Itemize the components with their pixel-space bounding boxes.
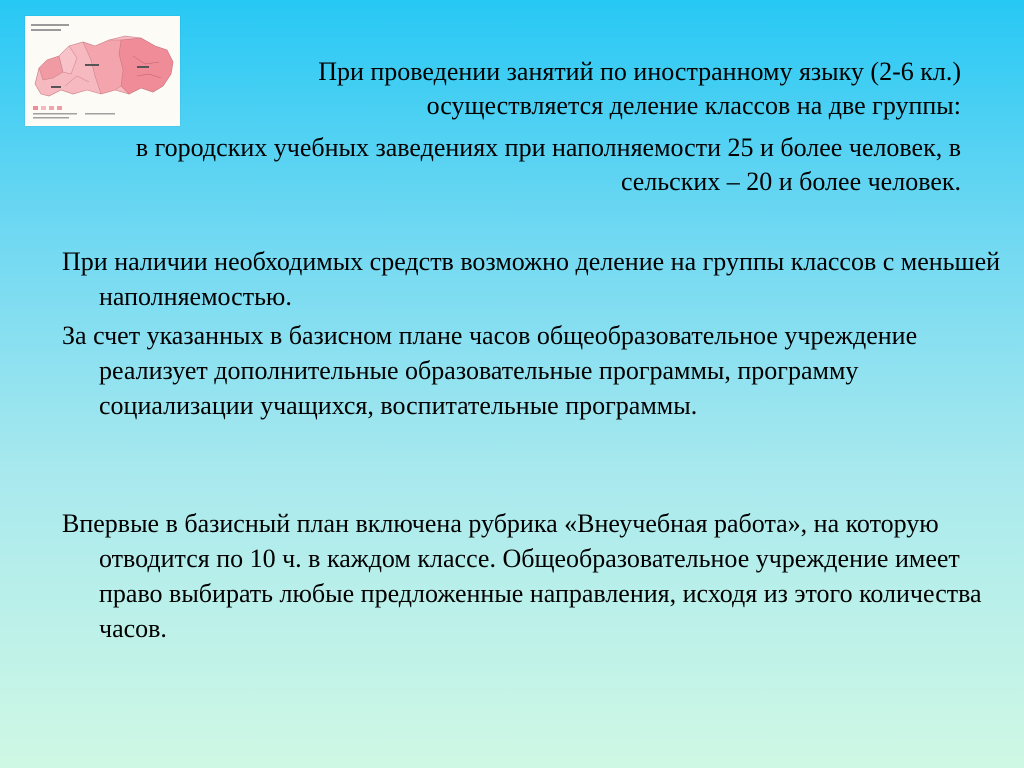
intro-text: При проведении занятий по иностранному языку (2-6 кл.) осуществляется деление классов на две группы: <box>318 57 961 120</box>
paragraph-additional-programs: За счет указанных в базисном плане часов общеобразовательное учреждение реализует дополнительные образовательные программы, программу социализации учащихся, воспитательные программы. <box>62 321 918 420</box>
group-division-conditions: в городских учебных заведениях при наполняемости 25 и более человек, в сельских – 20 и более человек. <box>135 133 961 196</box>
paragraph-group-division: При наличии необходимых средств возможно деление на группы классов с меньшей наполняемостью. <box>62 247 1001 311</box>
russia-map-image <box>25 16 180 126</box>
paragraph-extracurricular: Впервые в базисный план включена рубрика «Внеучебная работа», на которую отводится по 10 ч. в каждом классе. Общеобразовательное учреждение имеет право выбирать любые предложенные направления, исходя из этого количества часов. <box>62 509 982 643</box>
